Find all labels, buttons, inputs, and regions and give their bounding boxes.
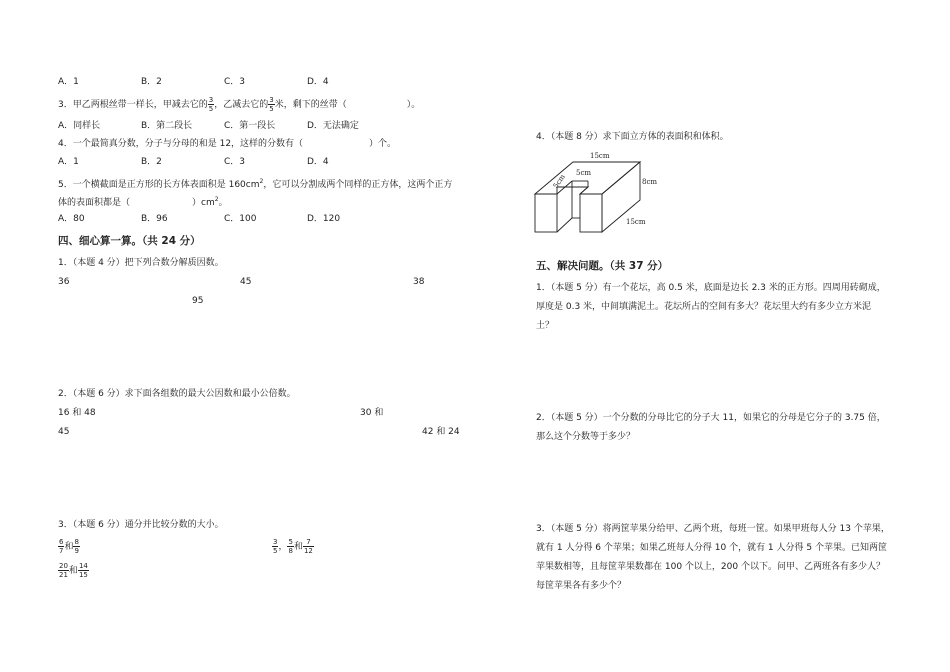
inner-edge-4 — [557, 218, 572, 232]
p2-frac-c — [303, 538, 314, 555]
top-face — [535, 162, 640, 194]
s5q1-line2: 厚度是 0.3 米，中间填满泥土。花坛所占的空间有多大？花坛里大约有多少立方米泥 — [536, 302, 872, 312]
p3-a-den: 21 — [59, 571, 68, 579]
right-block-front — [580, 194, 602, 232]
q5-line2-dot: 。 — [218, 198, 228, 208]
s4q2-c: 45 — [58, 427, 70, 437]
p3-b-num: 14 — [78, 562, 88, 570]
q2-option-d: D．4 — [307, 77, 329, 87]
s4q2-d: 42 和 24 — [422, 427, 460, 437]
q5-line1-sup: 2 — [259, 178, 264, 185]
s4q1-title: 1．（本题 4 分）把下列合数分解质因数。 — [58, 258, 224, 268]
s4q1-num-95: 95 — [192, 296, 204, 306]
solid-figure — [528, 146, 668, 238]
q4-question — [58, 138, 396, 150]
p1-a-num: 6 — [59, 538, 64, 546]
q5-line1 — [58, 176, 452, 191]
q5-line2-prefix: 体的表面积都是（ — [58, 198, 131, 208]
q5-line1-prefix: 5．一个横截面是正方形的长方体表面积是 160cm — [58, 180, 260, 190]
left-block-front — [535, 194, 557, 232]
p3-b-den: 15 — [78, 571, 88, 579]
q5-line2-end: ）cm — [192, 198, 215, 208]
s5q3-line4: 每筐苹果各有多少个？ — [536, 581, 627, 591]
q4-option-c: C．3 — [224, 157, 246, 167]
p3-frac-b — [78, 562, 89, 579]
s5q3-line1: 3．（本题 5 分）将两筐苹果分给甲、乙两个班，每班一筐。如果甲班每人分 13 个苹果， — [536, 524, 890, 534]
p2-comma: ， — [278, 542, 288, 552]
q2-option-c: C．3 — [224, 77, 246, 87]
p1-b-num: 8 — [74, 538, 79, 546]
inner-edge-6 — [580, 187, 588, 194]
s4q2-a: 16 和 48 — [58, 408, 96, 418]
q3-frac2-num: 3 — [269, 96, 274, 104]
s4q3-pair3 — [58, 562, 89, 580]
q3-frac2-den: 5 — [269, 105, 274, 113]
p3-frac-a — [58, 562, 69, 579]
p2-a-num: 3 — [273, 538, 278, 546]
label-left: 5cm — [551, 172, 567, 190]
q3-option-c: C．第一段长 — [224, 121, 276, 131]
q3-suffix: 米，剩下的丝带（ — [274, 100, 347, 110]
q5-option-d: D．120 — [307, 214, 341, 224]
s4q1-num-38: 38 — [413, 277, 425, 287]
p2-b-den: 8 — [288, 547, 293, 555]
q5-option-c: C．100 — [224, 214, 257, 224]
q2-option-a: A．1 — [58, 77, 79, 87]
q3-end: ）。 — [406, 100, 421, 110]
label-top: 15cm — [590, 152, 610, 160]
label-depth: 15cm — [626, 218, 646, 226]
s5q1-line3: 土？ — [536, 321, 555, 331]
s4q3-pair1 — [58, 538, 80, 556]
q3-question — [58, 96, 420, 113]
s5q3-line2: 就有 1 人分得 6 个苹果；如果乙班每人分得 10 个，就有 1 人分得 5 个苹果。已知两筐 — [536, 543, 887, 553]
q3-frac1-num: 3 — [208, 96, 214, 104]
section5-title: 五、解决问题。（共 37 分） — [536, 260, 669, 272]
section4-title: 四、细心算一算。（共 24 分） — [58, 235, 201, 247]
q4-option-a: A．1 — [58, 157, 79, 167]
q5-option-a: A．80 — [58, 214, 85, 224]
q3-prefix: 3．甲乙两根丝带一样长，甲减去它的 — [58, 100, 208, 110]
s4q2-title: 2．（本题 6 分）求下面各组数的最大公因数和最小公倍数。 — [58, 389, 296, 399]
q5-option-b: B．96 — [141, 214, 168, 224]
label-height: 8cm — [642, 178, 658, 186]
s5q2-line2: 那么这个分数等于多少？ — [536, 432, 636, 442]
s4q2-b: 30 和 — [360, 408, 384, 418]
r-q4-title: 4．（本题 8 分）求下面立方体的表面积和体积。 — [536, 132, 729, 142]
p3-a-num: 20 — [59, 562, 68, 570]
q4-text: 4．一个最简真分数，分子与分母的和是 12，这样的分数有（ — [58, 139, 304, 149]
p2-and: 和 — [293, 542, 303, 552]
q3-frac1-den: 5 — [208, 105, 214, 113]
label-inner: 5cm — [576, 169, 592, 177]
p2-c-num: 7 — [303, 538, 314, 547]
q3-option-b: B．第二段长 — [141, 121, 193, 131]
q4-end: ）个。 — [369, 139, 397, 149]
q3-middle: ，乙减去它的 — [214, 100, 269, 110]
s5q2-line1: 2．（本题 5 分）一个分数的分母比它的分子大 11，如果它的分母是它分子的 3.75 倍， — [536, 413, 886, 423]
q3-option-d: D．无法确定 — [307, 121, 359, 131]
q4-option-b: B．2 — [141, 157, 162, 167]
q2-option-b: B．2 — [141, 77, 162, 87]
p1-b-den: 9 — [74, 547, 79, 555]
p2-b-num: 5 — [288, 538, 293, 546]
p2-a-den: 5 — [273, 547, 278, 555]
s4q3-pair2 — [272, 538, 314, 556]
s5q1-line1: 1．（本题 5 分）有一个花坛，高 0.5 米，底面是边长 2.3 米的正方形。四周用砖砌成， — [536, 283, 886, 293]
q3-option-a: A．同样长 — [58, 121, 101, 131]
p1-frac-b — [73, 538, 79, 555]
s4q1-num-36: 36 — [58, 277, 70, 287]
q5-line1-suffix: ，它可以分割成两个同样的正方体，这两个正方 — [263, 180, 453, 190]
p1-and: 和 — [64, 542, 74, 552]
q5-line2-sup: 2 — [214, 196, 219, 203]
s4q1-num-45: 45 — [240, 277, 252, 287]
p2-c-den: 12 — [303, 547, 313, 555]
s4q3-title: 3．（本题 6 分）通分并比较分数的大小。 — [58, 520, 224, 530]
p1-a-den: 7 — [59, 547, 64, 555]
q5-line2 — [58, 194, 228, 209]
q4-option-d: D．4 — [307, 157, 329, 167]
s5q3-line3: 苹果数相等，且每筐苹果数都在 100 个以上，200 个以下。问甲、乙两班各有多少人？ — [536, 562, 885, 572]
p3-and: 和 — [68, 566, 78, 576]
